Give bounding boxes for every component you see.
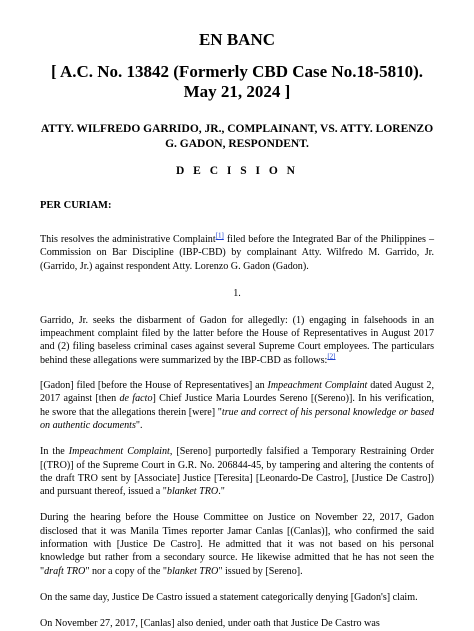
footnote-link-2[interactable]: [2] [327, 352, 336, 361]
quote1-italic-2: de facto [119, 393, 153, 405]
quote3-italic-2: blanket TRO [167, 565, 219, 577]
quote-paragraph-5: On November 27, 2017, [Canlas] also denied, under oath that Justice De Castro was [40, 618, 380, 630]
quote1-text-b: dated August 2, 2017 against [then [40, 380, 434, 405]
quote-paragraph-3 [40, 511, 434, 577]
paragraph-intro [40, 233, 434, 273]
court-division-heading: EN BANC [198, 30, 276, 49]
case-parties: ATTY. WILFREDO GARRIDO, JR., COMPLAINANT, VS. ATTY. LORENZO G. GADON, RESPONDENT. [40, 123, 434, 150]
paragraph-intro-text-a: This resolves the administrative Complaint [40, 234, 216, 245]
quote1-text-d: ". [135, 419, 143, 431]
quote1-text-a: [Gadon] filed [before the House of Representatives] an [40, 380, 268, 392]
quote3-text-a: During the hearing before the House Committee on Justice on November 22, 2017, Gadon disclosed that it was Manila Times reporter Jamar Canlas [(Canlas)], who confirmed the said information with [Justice De Castro]. He admitted that it was not based on his personal knowledge but rather from a secondary source. He likewise admitted that he has not seen the " [40, 512, 434, 577]
section-number: 1. [233, 287, 241, 299]
quote2-text-c: ." [218, 486, 225, 498]
paragraph-disbarment [40, 314, 434, 367]
footnote-link-1[interactable]: [1] [215, 231, 224, 240]
quote1-italic-3: true and correct of his personal knowledge or based on authentic documents [40, 406, 435, 431]
paragraph-disbarment-text: Garrido, Jr. seeks the disbarment of Gadon for allegedly: (1) engaging in falsehoods in an impeachment complaint filed by the latter before the House of Representatives in August 2017 and (2) filing baseless criminal cases against several Supreme Court employees. The particulars behind these allegations were summarized by the IBP-CBD as follows: [40, 314, 434, 366]
per-curiam-label: PER CURIAM: [40, 200, 112, 211]
quote3-italic-1: draft TRO [44, 565, 86, 577]
quote-paragraph-4: On the same day, Justice De Castro issued a statement categorically denying [Gadon's] claim. [40, 591, 418, 603]
quote-paragraph-2 [40, 445, 434, 498]
decision-title: D E C I S I O N [175, 165, 298, 177]
quote3-text-b: " nor a copy of the " [85, 565, 168, 577]
quote-paragraph-1 [40, 379, 434, 432]
quote2-text-b: , [Sereno] purportedly falsified a Temporary Restraining Order [(TRO)] of the Supreme Court in G.R. No. 206844-45, by tampering and altering the contents of the draft TRO sent by [Associate] Justice [Teresita] [Leonardo-De Castro], [Justice De Castro]) and pursuant thereof, issued a " [40, 446, 434, 498]
quote3-text-c: " issued by [Sereno]. [218, 565, 303, 577]
quote2-italic-2: blanket TRO [166, 486, 219, 498]
quote2-text-a: In the [40, 446, 69, 458]
case-number-heading: [ A.C. No. 13842 (Formerly CBD Case No.18-5810). May 21, 2024 ] [50, 62, 424, 101]
quote1-text-c: ] Chief Justice Maria Lourdes Sereno [(Sereno)]. In his verification, he swore that the allegations therein [were] " [40, 393, 435, 418]
quote2-italic-1: Impeachment Complaint [68, 446, 170, 458]
quote1-italic-1: Impeachment Complaint [267, 380, 368, 392]
paragraph-intro-text-b: filed before the Integrated Bar of the Philippines – Commission on Bar Discipline (IBP-CBD) by complainant Atty. Wilfredo M. Garrido, Jr. (Garrido, Jr.) against respondent Atty. Lorenzo G. Gadon (Gadon). [40, 234, 434, 272]
